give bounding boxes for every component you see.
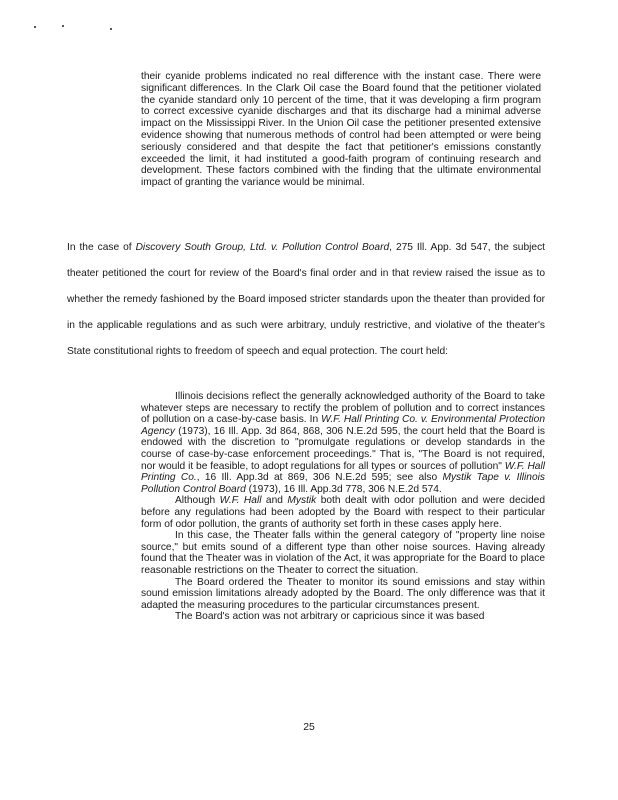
case-citation: W.F. Hall [219,495,262,507]
quote-paragraph [141,391,545,495]
text-run: (1973), 16 Ill. App.3d 778, 306 N.E.2d 574. [245,483,442,495]
scan-speck [110,28,112,30]
block-quote-court-holding [141,391,545,623]
quote-paragraph: In this case, the Theater falls within the general category of "property line noise source," but emits sound of a different type than other noise sources. Having already found that the Theater was in violation of the Act, it was appropriate for the Board to place reasonable restrictions on the Theater to correct the situation. [141,530,545,576]
case-citation: Mystik Tape v. Illinois Pollution Control Board [141,472,545,495]
text-run: , 275 Ill. App. 3d 547, the subject theater petitioned the court for review of the Board's final order and in that review raised the issue as to whether the remedy fashioned by the Board imposed stricter standards upon the theater than provided for in the applicable regulations and as such were arbitrary, unduly restrictive, and violative of the theater's State constitutional rights to freedom of speech and equal protection. The court held: [67,242,545,357]
scan-speck [62,25,64,27]
text-run: Illinois decisions reflect the generally acknowledged authority of the Board to take whatever steps are necessary to rectify the problem of pollution and to correct instances of pollution on a case-by-case basis. In [141,391,545,426]
text-run: (1973), 16 Ill. App. 3d 864, 868, 306 N.E.2d 595, the court held that the Board is endowed with the discretion to "promulgate regulations or develop standards in the course of case-by-case enforcement proceedings." That is, "The Board is not required, nor would it be feasible, to adopt regulations for all types or sources of pollution" [141,425,545,472]
text-run: , 16 Ill. App.3d at 869, 306 N.E.2d 595; see also [196,472,443,484]
case-citation: Mystik [287,495,317,507]
text-run: In the case of [67,242,136,253]
quote-paragraph: The Board ordered the Theater to monitor its sound emissions and stay within sound emission limitations already adopted by the Board. The only difference was that it adapted the measuring procedures to the particular circumstances present. [141,576,545,611]
quote-paragraph: their cyanide problems indicated no real difference with the instant case. There were significant differences. In the Clark Oil case the Board found that the petitioner violated the cyanide standard only 10 percent of the time, that it was developing a firm program to correct excessive cyanide discharges and that its discharge had a minimal adverse impact on the Mississippi River. In the Union Oil case the petitioner presented extensive evidence showing that numerous methods of control had been attempted or were being seriously considered and that despite the fact that petitioner's emissions constantly exceeded the limit, it had instituted a good-faith program of continuing research and development. These factors combined with the finding that the ultimate environmental impact of granting the variance would be minimal. [141,71,541,189]
block-quote-variance [141,71,541,189]
case-citation: W.F. Hall Printing Co. [141,460,546,484]
page-number: 25 [303,722,315,733]
quote-paragraph [141,495,545,530]
case-citation: Discovery South Group, Ltd. v. Pollution Control Board [135,242,390,253]
quote-paragraph: The Board's action was not arbitrary or capricious since it was based [175,611,485,623]
case-citation: W.F. Hall Printing Co. v. Environmental Protection Agency [141,414,545,437]
body-paragraph [67,235,545,365]
scan-speck [34,26,36,28]
text-run: both dealt with odor pollution and were decided before any regulations had been adopted by the Board with respect to their particular form of odor pollution, the grants of authority set forth in these cases apply here. [141,495,545,530]
text-run: Although [175,495,220,507]
body-paragraph-text [67,235,545,365]
text-run: and [261,495,288,507]
